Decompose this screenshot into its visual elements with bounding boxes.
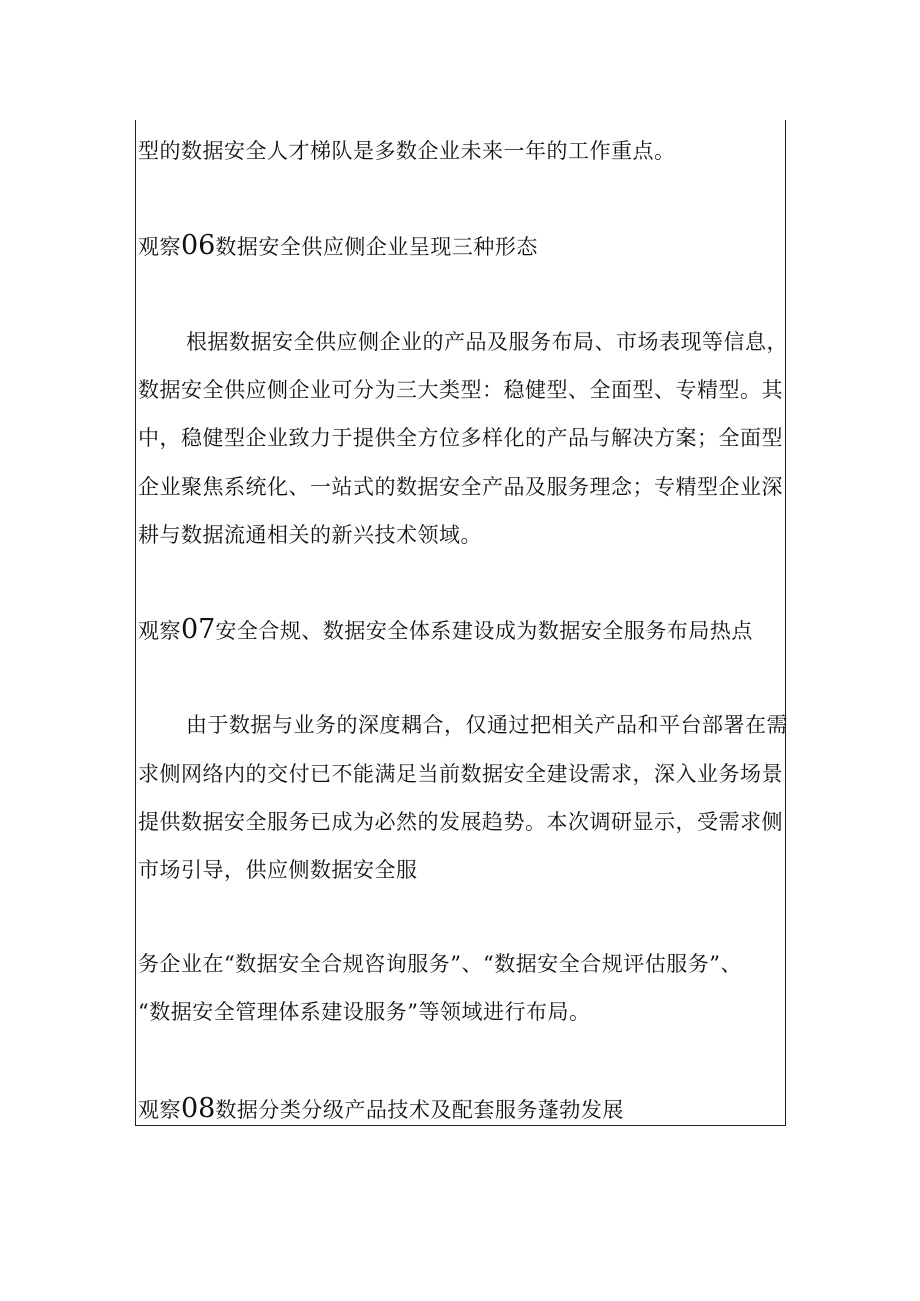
section-heading-08: [138, 1095, 624, 1122]
heading-text: 安全合规、数据安全体系建设成为数据安全服务布局热点: [215, 619, 753, 643]
paragraph-line: 市场引导，供应侧数据安全服: [138, 858, 418, 882]
heading-prefix: 观察: [138, 235, 181, 259]
paragraph-line: “数据安全管理体系建设服务”等领域进行布局。: [138, 1000, 591, 1024]
paragraph-line: 中，稳健型企业致力于提供全方位多样化的产品与解决方案；全面型: [138, 426, 783, 450]
paragraph-line: 耕与数据流通相关的新兴技术领域。: [138, 523, 482, 547]
paragraph-line: 型的数据安全人才梯队是多数企业未来一年的工作重点。: [138, 139, 676, 163]
heading-number: 08: [181, 1093, 216, 1124]
heading-prefix: 观察: [138, 619, 181, 643]
paragraph-line: 根据数据安全供应侧企业的产品及服务布局、市场表现等信息，: [186, 330, 788, 354]
heading-text: 数据安全供应侧企业呈现三种形态: [215, 235, 538, 259]
heading-number: 07: [181, 614, 216, 645]
paragraph-line: 求侧网络内的交付已不能满足当前数据安全建设需求，深入业务场景: [138, 762, 783, 786]
section-heading-07: [138, 616, 753, 643]
paragraph-line: 提供数据安全服务已成为必然的发展趋势。本次调研显示，受需求侧: [138, 810, 783, 834]
heading-prefix: 观察: [138, 1098, 181, 1122]
paragraph-line: 企业聚焦系统化、一站式的数据安全产品及服务理念；专精型企业深: [138, 475, 783, 499]
paragraph-line: 由于数据与业务的深度耦合，仅通过把相关产品和平台部署在需: [186, 713, 788, 737]
heading-number: 06: [181, 230, 216, 261]
section-heading-06: [138, 232, 538, 259]
heading-text: 数据分类分级产品技术及配套服务蓬勃发展: [215, 1098, 624, 1122]
paragraph-line: 数据安全供应侧企业可分为三大类型：稳健型、全面型、专精型。其: [138, 378, 783, 402]
paragraph-line: 务企业在“数据安全合规咨询服务”、“数据安全合规评估服务”、: [138, 952, 742, 976]
